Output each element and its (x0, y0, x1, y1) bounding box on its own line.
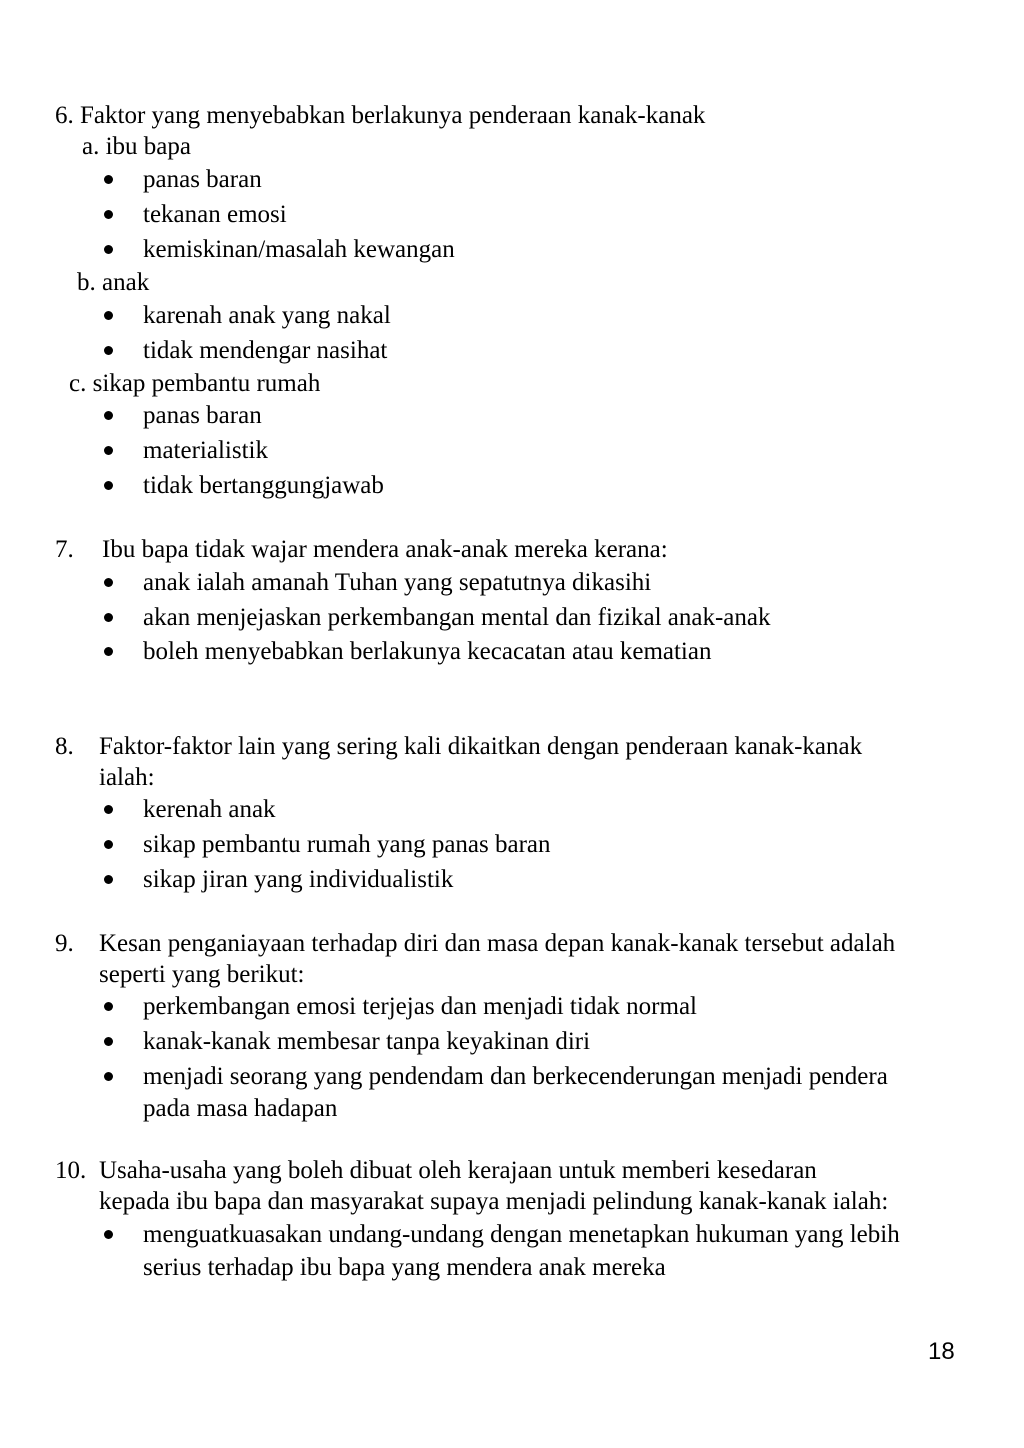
q6-a-label: a. ibu bapa (82, 133, 191, 160)
q8-title-cont: ialah: (99, 764, 155, 791)
list-item-cont: serius terhadap ibu bapa yang mendera anak mereka (143, 1254, 666, 1281)
list-item: panas baran (143, 166, 262, 193)
list-item: kerenah anak (143, 796, 276, 823)
q9-title-cont: seperti yang berikut: (99, 961, 305, 988)
q7-title: Ibu bapa tidak wajar mendera anak-anak mereka kerana: (102, 536, 668, 563)
list-item: boleh menyebabkan berlakunya kecacatan atau kematian (143, 638, 712, 665)
list-item: panas baran (143, 402, 262, 429)
q10-title-cont: kepada ibu bapa dan masyarakat supaya menjadi pelindung kanak-kanak ialah: (99, 1188, 889, 1215)
list-item: materialistik (143, 437, 268, 464)
list-item-cont: pada masa hadapan (143, 1095, 338, 1122)
page-number: 18 (928, 1338, 955, 1365)
list-item: karenah anak yang nakal (143, 302, 391, 329)
q10-title: Usaha-usaha yang boleh dibuat oleh kerajaan untuk memberi kesedaran (99, 1157, 817, 1184)
list-item: anak ialah amanah Tuhan yang sepatutnya dikasihi (143, 569, 652, 596)
list-item: menguatkuasakan undang-undang dengan menetapkan hukuman yang lebih (143, 1221, 900, 1248)
list-item: tidak bertanggungjawab (143, 472, 384, 499)
q10-number: 10. (55, 1157, 87, 1184)
list-item: perkembangan emosi terjejas dan menjadi tidak normal (143, 993, 697, 1020)
list-item: tidak mendengar nasihat (143, 337, 388, 364)
q6-b-label: b. anak (77, 269, 150, 296)
q6-c-label: c. sikap pembantu rumah (69, 370, 321, 397)
list-item: tekanan emosi (143, 201, 287, 228)
list-item: akan menjejaskan perkembangan mental dan fizikal anak-anak (143, 604, 771, 631)
list-item: kemiskinan/masalah kewangan (143, 236, 455, 263)
list-item: sikap jiran yang individualistik (143, 866, 454, 893)
list-item: menjadi seorang yang pendendam dan berkecenderungan menjadi pendera (143, 1063, 888, 1090)
q9-title: Kesan penganiayaan terhadap diri dan masa depan kanak-kanak tersebut adalah (99, 930, 896, 957)
q8-title: Faktor-faktor lain yang sering kali dikaitkan dengan penderaan kanak-kanak (99, 733, 863, 760)
list-item: kanak-kanak membesar tanpa keyakinan diri (143, 1028, 591, 1055)
q9-number: 9. (55, 930, 74, 957)
q8-number: 8. (55, 733, 74, 760)
list-item: sikap pembantu rumah yang panas baran (143, 831, 551, 858)
q6-title: 6. Faktor yang menyebabkan berlakunya penderaan kanak-kanak (55, 102, 706, 129)
q7-number: 7. (55, 536, 74, 563)
